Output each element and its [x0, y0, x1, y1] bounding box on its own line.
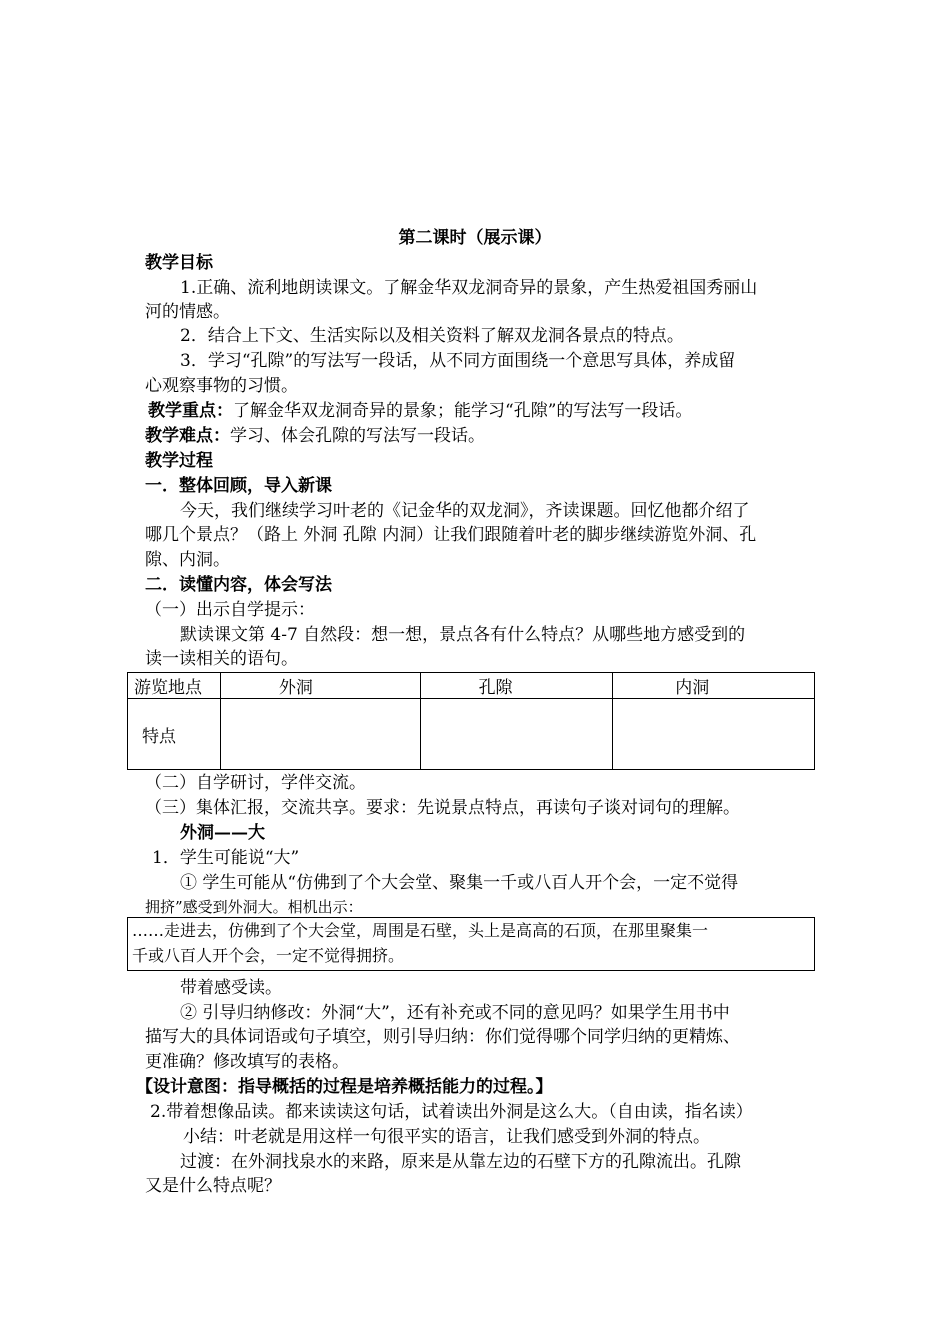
- table-header-cell: 游览地点: [128, 673, 221, 699]
- section2-heading: 二．读懂内容，体会写法: [145, 575, 332, 595]
- key-point: [148, 399, 692, 423]
- item1-a-line: ① 学生可能从“仿佛到了个大会堂、聚集一千或八百人开个会，一定不觉得: [180, 873, 739, 893]
- scenic-spot-table: [127, 672, 815, 770]
- goal-line: 心观察事物的习惯。: [145, 376, 298, 396]
- step2-title: （二）自学研讨，学伴交流。: [145, 773, 366, 793]
- design-intent: 【设计意图：指导概括的过程是培养概括能力的过程。】: [136, 1077, 553, 1097]
- goal-line: 河的情感。: [145, 302, 230, 322]
- table-cell: [613, 699, 815, 770]
- transition-line: 过渡：在外洞找泉水的来路，原来是从靠左边的石壁下方的孔隙流出。孔隙: [180, 1152, 741, 1172]
- table-cell: [220, 699, 420, 770]
- section1-line: 隙、内洞。: [145, 550, 230, 570]
- item1-b-line: ② 引导归纳修改：外洞“大”，还有补充或不同的意见吗？如果学生用书中: [180, 1003, 730, 1023]
- outer-cave-heading: 外洞——大: [180, 823, 265, 843]
- key-point-text: 了解金华双龙洞奇异的景象；能学习“孔隙”的写法写一段话。: [233, 401, 693, 421]
- section1-line: 今天，我们继续学习叶老的《记金华的双龙洞》，齐读课题。回忆他都介绍了: [180, 501, 750, 521]
- item2: 2.带着想像品读。都来读读这句话，试着读出外洞是这么大。（自由读，指名读）: [150, 1102, 753, 1122]
- item1: 1．学生可能说“大”: [152, 848, 300, 868]
- difficulty-label: 教学难点：: [145, 426, 230, 446]
- table-row: [128, 699, 815, 770]
- quote-line: 千或八百人开个会，一定不觉得拥挤。: [132, 946, 405, 965]
- section1-line: 哪几个景点？（路上 外洞 孔隙 内洞）让我们跟随着叶老的脚步继续游览外洞、孔: [145, 525, 757, 545]
- table-cell: [420, 699, 613, 770]
- step3-title: （三）集体汇报，交流共享。要求：先说景点特点，再读句子谈对词句的理解。: [145, 798, 740, 818]
- goal-line: 2．结合上下文、生活实际以及相关资料了解双龙洞各景点的特点。: [180, 326, 684, 346]
- key-point-label: 教学重点：: [148, 401, 233, 421]
- section1-heading: 一．整体回顾，导入新课: [145, 476, 332, 496]
- goals-heading: 教学目标: [145, 253, 213, 273]
- table-header-row: [128, 673, 815, 699]
- quote-box: [127, 917, 815, 971]
- table-header-cell: 内洞: [613, 673, 815, 699]
- step1-line: 读一读相关的语句。: [145, 649, 298, 669]
- summary: 小结：叶老就是用这样一句很平实的语言，让我们感受到外洞的特点。: [183, 1127, 710, 1147]
- item1-a-line: 拥挤”感受到外洞大。相机出示：: [145, 898, 363, 916]
- step1-line: 默读课文第 4-7 自然段：想一想，景点各有什么特点？从哪些地方感受到的: [180, 625, 746, 645]
- process-heading: 教学过程: [145, 451, 213, 471]
- step1-title: （一）出示自学提示：: [145, 600, 315, 620]
- item1-b-line: 描写大的具体词语或句子填空，则引导归纳：你们觉得哪个同学归纳的更精炼、: [145, 1027, 740, 1047]
- page-title: 第二课时（展示课）: [398, 228, 552, 248]
- difficulty-text: 学习、体会孔隙的写法写一段话。: [230, 426, 485, 446]
- goal-line: 3．学习“孔隙”的写法写一段话，从不同方面围绕一个意思写具体，养成留: [180, 351, 736, 371]
- table-row-label: 特点: [128, 699, 221, 770]
- table-header-cell: 孔隙: [420, 673, 613, 699]
- item1-b-line: 更准确？修改填写的表格。: [145, 1052, 349, 1072]
- difficulty: [145, 424, 485, 448]
- goal-line: 1.正确、流利地朗读课文。了解金华双龙洞奇异的景象，产生热爱祖国秀丽山: [180, 278, 758, 298]
- table-header-cell: 外洞: [220, 673, 420, 699]
- quote-line: ……走进去，仿佛到了个大会堂，周围是石壁，头上是高高的石顶，在那里聚集一: [132, 921, 709, 940]
- read-feeling: 带着感受读。: [180, 978, 282, 998]
- transition-line: 又是什么特点呢？: [145, 1176, 281, 1196]
